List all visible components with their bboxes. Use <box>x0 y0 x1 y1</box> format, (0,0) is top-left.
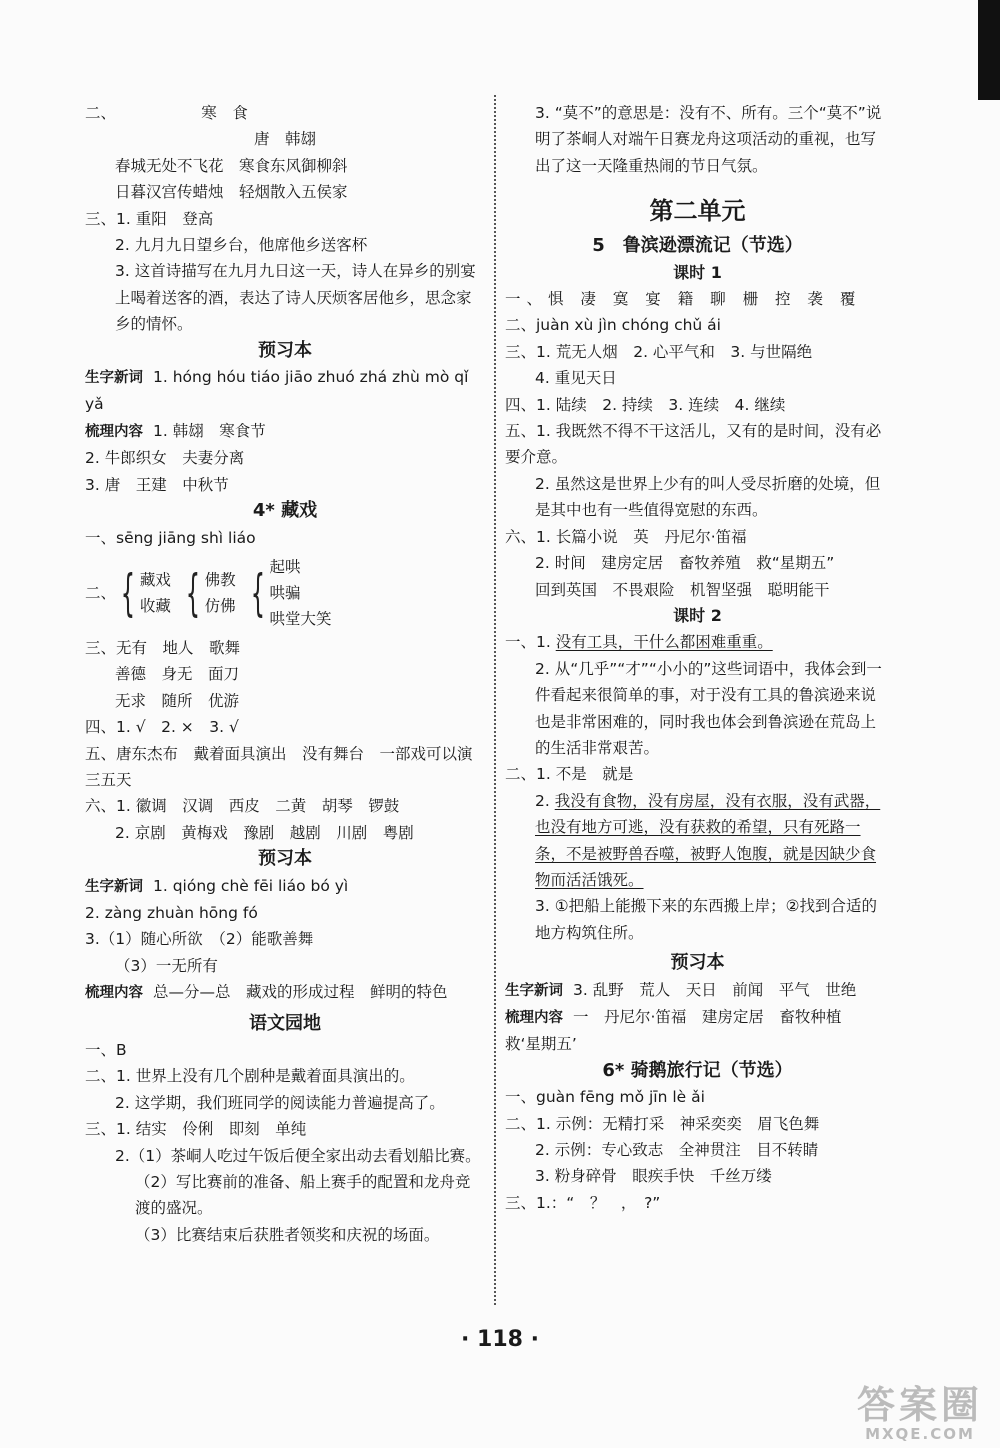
answer-paragraph: 3. ①把船上能搬下来的东西搬上岸；②找到合适的地方构筑住所。 <box>535 897 878 942</box>
answer-line: 2. 示例：专心致志 全神贯注 目不转睛 <box>535 1141 819 1160</box>
poem-section-number: 二、 寒 食 <box>85 104 248 122</box>
answer-line: 善德 身无 面刀 <box>115 665 240 684</box>
label: 生字新词 <box>85 370 143 387</box>
answer-line: 2. 时间 建房定居 畜牧养殖 救“星期五” <box>535 554 835 573</box>
answer-paragraph: 3. “莫不”的意思是：没有不、所有。三个“莫不”说明了茶峒人对端午日赛龙舟这项活动的重视，也写出了这一天隆重热闹的节日气氛。 <box>535 104 882 175</box>
word: 哄堂大笑 <box>269 609 332 628</box>
item-number: 一、1. <box>505 633 556 652</box>
answer-line: 无求 随所 优游 <box>115 691 240 710</box>
item-number: 二、 <box>85 583 117 602</box>
pinyin-text: 1. qióng chè fēi liáo bó yì <box>153 876 349 895</box>
watermark-title: 答案圈 <box>856 1383 983 1427</box>
section-heading: 预习本 <box>258 339 312 361</box>
answer-line: 一、sēng jiāng shì liáo <box>85 528 256 547</box>
answer-line: 二、juàn xù jìn chóng chǔ ái <box>505 316 721 335</box>
left-column <box>85 100 485 1248</box>
brace-group-b <box>205 567 236 619</box>
page-number: · 118 · <box>461 1327 539 1352</box>
word: 佛教 <box>204 570 236 589</box>
lesson-title: 4* 藏戏 <box>252 500 318 522</box>
outline-line: 3. 唐 王建 中秋节 <box>85 475 229 494</box>
outline-line <box>505 1004 890 1058</box>
answer-line: 2. 这学期，我们班同学的阅读能力普遍提高了。 <box>115 1093 445 1112</box>
unit-title: 第二单元 <box>649 197 746 226</box>
answer-line: 三、1. 结实 伶俐 即刻 单纯 <box>85 1120 307 1139</box>
answer-line: 六、1. 长篇小说 英 丹尼尔·笛福 <box>505 527 747 546</box>
answer-line: 三、1. 荒无人烟 2. 心平气和 3. 与世隔绝 <box>505 342 813 361</box>
vocab-line <box>85 873 485 900</box>
section-heading: 预习本 <box>258 848 312 870</box>
answer-line: 一、B <box>85 1041 127 1059</box>
underlined-answer: 没有工具，干什么都困难重重。 <box>555 633 773 652</box>
answer-line: 一、guàn fēng mǒ jīn lè ǎi <box>505 1088 705 1107</box>
label: 梳理内容 <box>85 985 143 1002</box>
word: 起哄 <box>269 557 301 576</box>
answer-line: 2. 京剧 黄梅戏 豫剧 越剧 川剧 粤剧 <box>115 823 414 842</box>
vocab-line <box>85 364 485 418</box>
vocab-line <box>505 977 890 1004</box>
answer-line: 三、1. 重阳 登高 <box>85 209 214 228</box>
outline-line: 2. 牛郎织女 夫妻分离 <box>85 449 245 468</box>
word: 藏戏 <box>139 570 171 589</box>
answer-paragraph: 五、1. 我既然不得不干这活儿，又有的是时间，没有必要介意。 <box>505 422 882 467</box>
vocab-line: 2. zàng zhuàn hōng fó <box>85 903 258 922</box>
lesson-period: 课时 2 <box>673 605 722 625</box>
page-edge-tab <box>978 0 1000 100</box>
answer-line: 二、1. 示例：无精打采 神采奕奕 眉飞色舞 <box>505 1114 820 1133</box>
outline-text: 一 丹尼尔·笛福 建房定居 畜牧种植 救‘星期五’ <box>505 1008 857 1054</box>
watermark-url: MXQE.COM <box>865 1425 975 1443</box>
answer-line: 二、1. 不是 就是 <box>505 765 634 784</box>
answer-line: 二、1. 世界上没有几个剧种是戴着面具演出的。 <box>85 1067 415 1086</box>
answer-paragraph: 五、唐东杰布 戴着面具演出 没有舞台 一部戏可以演三五天 <box>85 744 473 789</box>
answer-line: 回到英国 不畏艰险 机智坚强 聪明能干 <box>535 580 830 599</box>
answer-line: 四、1. 陆续 2. 持续 3. 连续 4. 继续 <box>505 395 786 414</box>
answer-paragraph: 2. 从“几乎”“才”“小小的”这些词语中，我体会到一件看起来很简单的事，对于没有工具的鲁滨逊来说也是非常困难的，同时我也体会到鲁滨逊在荒岛上的生活非常艰苦。 <box>535 659 882 757</box>
answer-paragraph: 2. 虽然这是世界上少有的叫人受尽折磨的处境，但是其中也有一些值得宽慰的东西。 <box>535 474 881 520</box>
word: 收藏 <box>139 596 171 615</box>
poem-author: 唐 韩翃 <box>253 130 316 149</box>
column-divider <box>494 95 496 1305</box>
answer-paragraph: （2）写比赛前的准备、船上赛手的配置和龙舟竞渡的盛况。 <box>135 1173 471 1218</box>
brace-answer <box>85 551 485 635</box>
answer-paragraph: 2.（1）茶峒人吃过午饭后便全家出动去看划船比赛。 <box>115 1146 481 1165</box>
lesson-period: 课时 1 <box>673 262 722 282</box>
brace-glyph: { <box>120 563 136 622</box>
word: 哄骗 <box>269 583 301 602</box>
answer-line: 三、无有 地人 歌舞 <box>85 638 241 657</box>
answer-paragraph: 3. 这首诗描写在九月九日这一天，诗人在异乡的别宴上喝着送客的酒，表达了诗人厌烦客居他乡，思念家乡的情怀。 <box>115 262 476 334</box>
label: 生字新词 <box>85 878 143 895</box>
answer-line: （3）比赛结束后获胜者领奖和庆祝的场面。 <box>135 1225 440 1244</box>
label: 生字新词 <box>505 982 563 999</box>
brace-group-a <box>140 567 171 619</box>
lesson-title: 6* 骑鹅旅行记（节选） <box>602 1059 793 1081</box>
outline-line <box>85 418 485 445</box>
answer-line: 3. 粉身碎骨 眼疾手快 千丝万缕 <box>535 1167 772 1186</box>
poem-line: 日暮汉宫传蜡烛 轻烟散入五侯家 <box>115 183 348 202</box>
answer-line: 2. 九月九日望乡台，他席他乡送客杯 <box>115 236 368 255</box>
outline-line <box>85 979 485 1006</box>
section-heading: 预习本 <box>670 952 725 974</box>
underlined-answer: 我没有食物，没有房屋，没有衣服，没有武器，也没有地方可逃，没有获救的希望，只有死路一条，不是被野兽吞噬，被野人饱腹，就是因缺少食物而活活饿死。 <box>535 791 881 889</box>
word: 仿佛 <box>204 596 236 615</box>
answer-line: 4. 重见天日 <box>535 369 617 388</box>
item-number: 2. <box>535 791 555 810</box>
pinyin-text: 1. hóng hóu tiáo jiāo zhuó zhá zhù mò qǐ yǎ <box>85 368 469 414</box>
label: 梳理内容 <box>505 1010 563 1026</box>
answer-paragraph <box>505 788 890 894</box>
answer-line: 一、惧 凄 寞 宴 籍 聊 栅 控 袭 覆 <box>505 290 862 309</box>
answer-line: 四、1. √ 2. × 3. √ <box>85 718 239 737</box>
poem-line: 春城无处不飞花 寒食东风御柳斜 <box>115 156 348 175</box>
right-column <box>505 100 890 1216</box>
brace-group-c <box>269 554 331 632</box>
brace-glyph: { <box>250 563 265 622</box>
vocab-line: 3.（1）随心所欲 （2）能歌善舞 <box>85 930 314 949</box>
lesson-title: 5 鲁滨逊漂流记（节选） <box>592 235 803 257</box>
answer-line: 三、1.：“ ？ ， ?” <box>505 1193 661 1212</box>
answer-line: 六、1. 徽调 汉调 西皮 二黄 胡琴 锣鼓 <box>85 797 400 816</box>
vocab-line: （3）一无所有 <box>115 956 218 975</box>
answer-line <box>505 629 890 655</box>
outline-text: 1. 韩翃 寒食节 <box>153 421 266 440</box>
outline-text: 总—分—总 藏戏的形成过程 鲜明的特色 <box>153 983 448 1002</box>
section-heading: 语文园地 <box>249 1012 321 1034</box>
brace-glyph: { <box>185 563 200 622</box>
vocab-text: 3. 乱野 荒人 天日 前闻 平气 世绝 <box>573 980 857 999</box>
watermark-logo <box>845 1385 995 1443</box>
label: 梳理内容 <box>85 423 143 440</box>
